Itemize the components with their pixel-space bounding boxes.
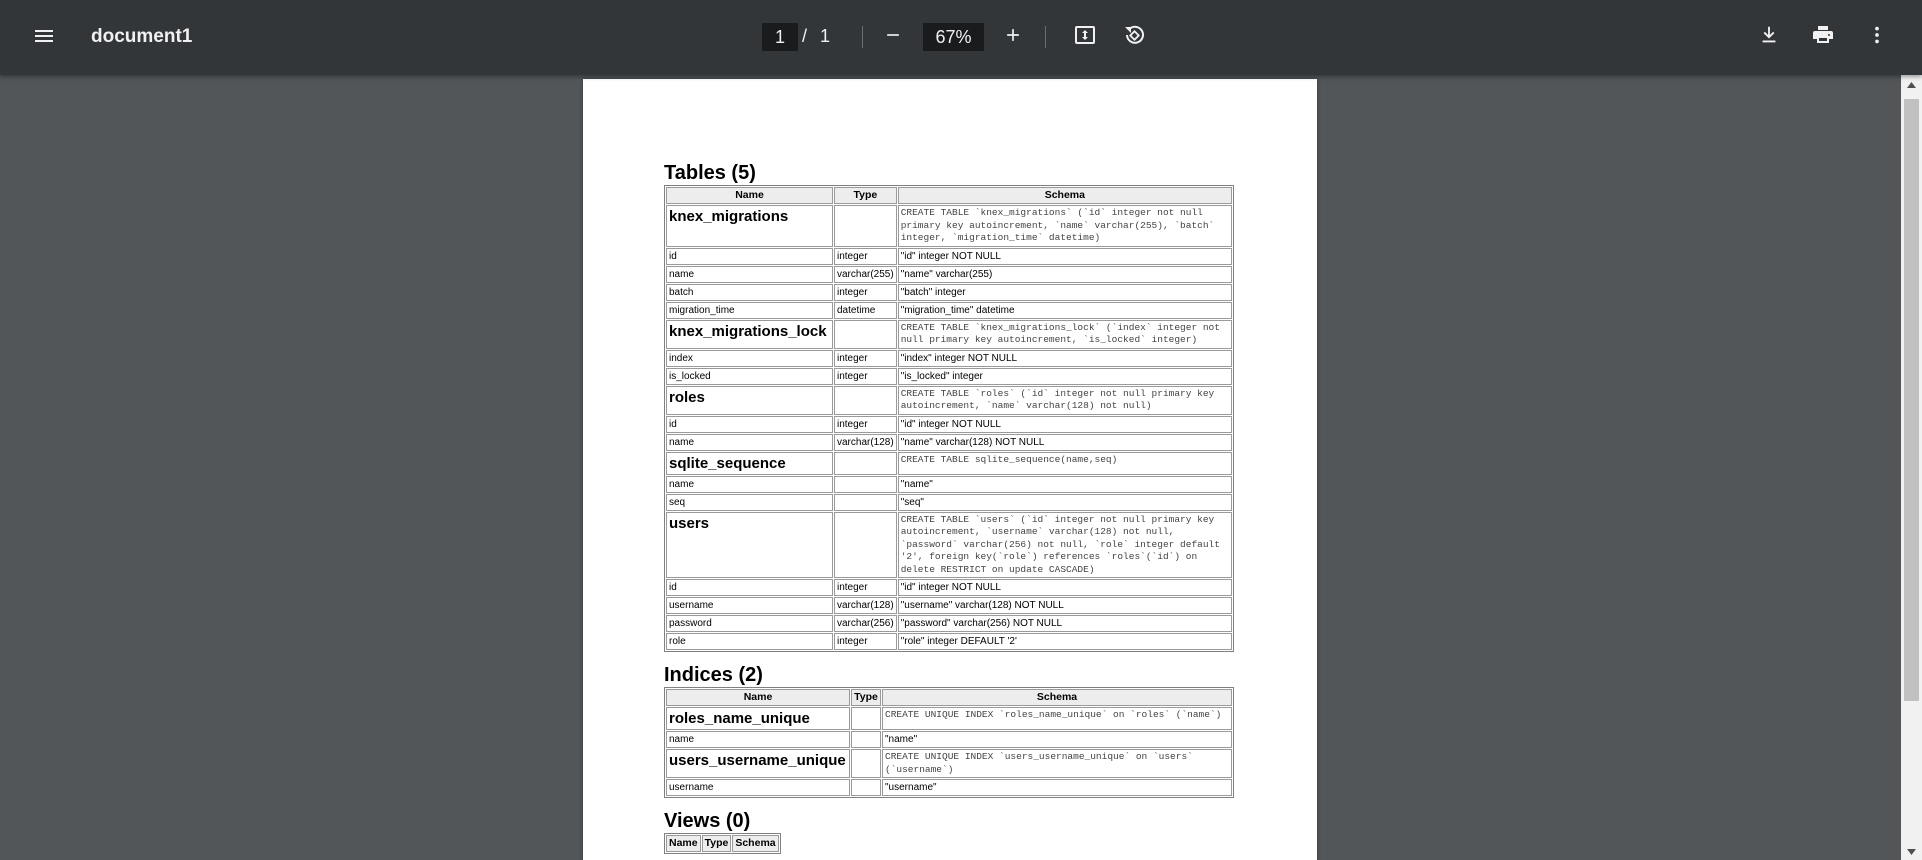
column-schema: "name" varchar(255) [898, 266, 1232, 283]
table-header-row [666, 835, 779, 852]
column-row [666, 434, 1232, 451]
pdf-viewer [0, 75, 1922, 860]
indices-table [664, 687, 1234, 798]
object-sql: CREATE TABLE `users` (`id` integer not null primary key autoincrement, `username` varchar(128) not null, `password` varchar(256) not null, `role` integer default '2', foreign key(`role`) references `roles`(`id`) on delete RESTRICT on update CASCADE) [898, 512, 1232, 579]
object-sql: CREATE UNIQUE INDEX `users_username_unique` on `users` (`username`) [882, 749, 1232, 778]
column-name: migration_time [666, 302, 833, 319]
column-name: seq [666, 494, 833, 511]
page-number-input[interactable]: 1 [762, 23, 798, 51]
object-row [666, 452, 1232, 475]
column-row [666, 284, 1232, 301]
column-row [666, 350, 1232, 367]
views-heading: Views (0) [664, 810, 751, 832]
rotate-icon [1122, 23, 1146, 52]
column-header-name: Name [666, 835, 701, 852]
indices-heading: Indices (2) [664, 664, 763, 686]
column-name: username [666, 779, 850, 796]
print-button[interactable] [1806, 20, 1840, 54]
column-row [666, 248, 1232, 265]
tables-table [664, 185, 1234, 652]
document-title: document1 [91, 26, 193, 47]
column-row [666, 597, 1232, 614]
page-total: 1 [820, 26, 831, 46]
menu-icon [32, 24, 56, 53]
object-name: sqlite_sequence [666, 452, 833, 475]
scroll-thumb[interactable] [1904, 99, 1919, 701]
scroll-down-button[interactable] [1901, 842, 1922, 860]
tables-body [666, 205, 1232, 650]
object-row [666, 205, 1232, 247]
column-type: varchar(128) [834, 434, 897, 451]
column-row [666, 302, 1232, 319]
column-name: is_locked [666, 368, 833, 385]
object-name: users [666, 512, 833, 579]
column-row [666, 368, 1232, 385]
column-name: name [666, 434, 833, 451]
column-name: role [666, 633, 833, 650]
toolbar-divider [862, 26, 863, 48]
column-name: username [666, 597, 833, 614]
more-vert-icon [1866, 24, 1888, 51]
column-header-schema: Schema [732, 835, 778, 852]
column-type: integer [834, 350, 897, 367]
rotate-button[interactable] [1117, 20, 1151, 54]
column-name: name [666, 266, 833, 283]
object-type [851, 749, 881, 778]
column-type [851, 731, 881, 748]
column-row [666, 579, 1232, 596]
object-sql: CREATE TABLE `roles` (`id` integer not null primary key autoincrement, `name` varchar(128) not null) [898, 386, 1232, 415]
object-row [666, 386, 1232, 415]
column-type [834, 476, 897, 493]
column-type: integer [834, 416, 897, 433]
column-header-name: Name [666, 187, 833, 204]
object-name: users_username_unique [666, 749, 850, 778]
column-row [666, 494, 1232, 511]
vertical-scrollbar[interactable] [1901, 75, 1922, 860]
table-header-row [666, 689, 1232, 706]
arrow-down-icon [1907, 842, 1916, 860]
column-schema: "id" integer NOT NULL [898, 416, 1232, 433]
column-schema: "username" [882, 779, 1232, 796]
arrow-up-icon [1907, 75, 1916, 93]
object-sql: CREATE TABLE `knex_migrations_lock` (`index` integer not null primary key autoincrement, `is_locked` integer) [898, 320, 1232, 349]
page-content [664, 162, 1234, 854]
more-options-button[interactable] [1860, 20, 1894, 54]
indices-body [666, 707, 1232, 796]
column-name: index [666, 350, 833, 367]
column-name: password [666, 615, 833, 632]
object-type [834, 386, 897, 415]
plus-icon [1003, 25, 1023, 50]
scroll-up-button[interactable] [1901, 75, 1922, 93]
object-row [666, 749, 1232, 778]
column-schema: "batch" integer [898, 284, 1232, 301]
column-type: varchar(255) [834, 266, 897, 283]
object-row [666, 320, 1232, 349]
object-sql: CREATE TABLE sqlite_sequence(name,seq) [898, 452, 1232, 475]
column-schema: "password" varchar(256) NOT NULL [898, 615, 1232, 632]
zoom-input[interactable]: 67% [923, 23, 984, 51]
column-name: id [666, 248, 833, 265]
column-name: id [666, 416, 833, 433]
object-type [851, 707, 881, 730]
download-icon [1758, 24, 1780, 51]
column-row [666, 633, 1232, 650]
column-name: batch [666, 284, 833, 301]
column-type: integer [834, 579, 897, 596]
column-type: integer [834, 248, 897, 265]
column-name: name [666, 476, 833, 493]
pdf-toolbar [0, 0, 1922, 75]
column-schema: "name" [898, 476, 1232, 493]
object-type [834, 320, 897, 349]
column-schema: "id" integer NOT NULL [898, 248, 1232, 265]
views-table [664, 833, 781, 854]
column-header-schema: Schema [898, 187, 1232, 204]
column-row [666, 476, 1232, 493]
column-schema: "name" [882, 731, 1232, 748]
column-type [834, 494, 897, 511]
zoom-out-button[interactable] [876, 20, 910, 54]
column-schema: "username" varchar(128) NOT NULL [898, 597, 1232, 614]
object-name: knex_migrations [666, 205, 833, 247]
object-type [834, 205, 897, 247]
column-schema: "role" integer DEFAULT '2' [898, 633, 1232, 650]
column-row [666, 615, 1232, 632]
table-header-row [666, 187, 1232, 204]
column-row [666, 416, 1232, 433]
fit-to-page-icon [1073, 23, 1097, 52]
object-name: knex_migrations_lock [666, 320, 833, 349]
object-name: roles_name_unique [666, 707, 850, 730]
download-button[interactable] [1752, 20, 1786, 54]
column-name: id [666, 579, 833, 596]
column-type: varchar(128) [834, 597, 897, 614]
column-type: datetime [834, 302, 897, 319]
object-type [834, 512, 897, 579]
menu-button[interactable] [26, 20, 62, 56]
toolbar-divider [1045, 26, 1046, 48]
minus-icon [883, 25, 903, 50]
object-row [666, 707, 1232, 730]
column-schema: "index" integer NOT NULL [898, 350, 1232, 367]
column-schema: "is_locked" integer [898, 368, 1232, 385]
column-header-name: Name [666, 689, 850, 706]
column-header-type: Type [702, 835, 732, 852]
column-name: name [666, 731, 850, 748]
column-schema: "migration_time" datetime [898, 302, 1232, 319]
object-name: roles [666, 386, 833, 415]
print-icon [1811, 23, 1835, 52]
column-schema: "seq" [898, 494, 1232, 511]
object-type [834, 452, 897, 475]
column-type: integer [834, 368, 897, 385]
column-row [666, 266, 1232, 283]
column-header-type: Type [851, 689, 881, 706]
zoom-in-button[interactable] [996, 20, 1030, 54]
column-header-schema: Schema [882, 689, 1232, 706]
column-schema: "name" varchar(128) NOT NULL [898, 434, 1232, 451]
column-row [666, 731, 1232, 748]
object-sql: CREATE TABLE `knex_migrations` (`id` integer not null primary key autoincrement, `name` varchar(255), `batch` integer, `migration_time` datetime) [898, 205, 1232, 247]
pdf-page [583, 79, 1317, 860]
column-type: integer [834, 633, 897, 650]
column-type: integer [834, 284, 897, 301]
column-header-type: Type [834, 187, 897, 204]
tables-heading: Tables (5) [664, 162, 756, 184]
page-separator: / [802, 26, 808, 46]
column-type: varchar(256) [834, 615, 897, 632]
column-type [851, 779, 881, 796]
column-row [666, 779, 1232, 796]
column-schema: "id" integer NOT NULL [898, 579, 1232, 596]
fit-to-page-button[interactable] [1068, 20, 1102, 54]
object-row [666, 512, 1232, 579]
object-sql: CREATE UNIQUE INDEX `roles_name_unique` on `roles` (`name`) [882, 707, 1232, 730]
